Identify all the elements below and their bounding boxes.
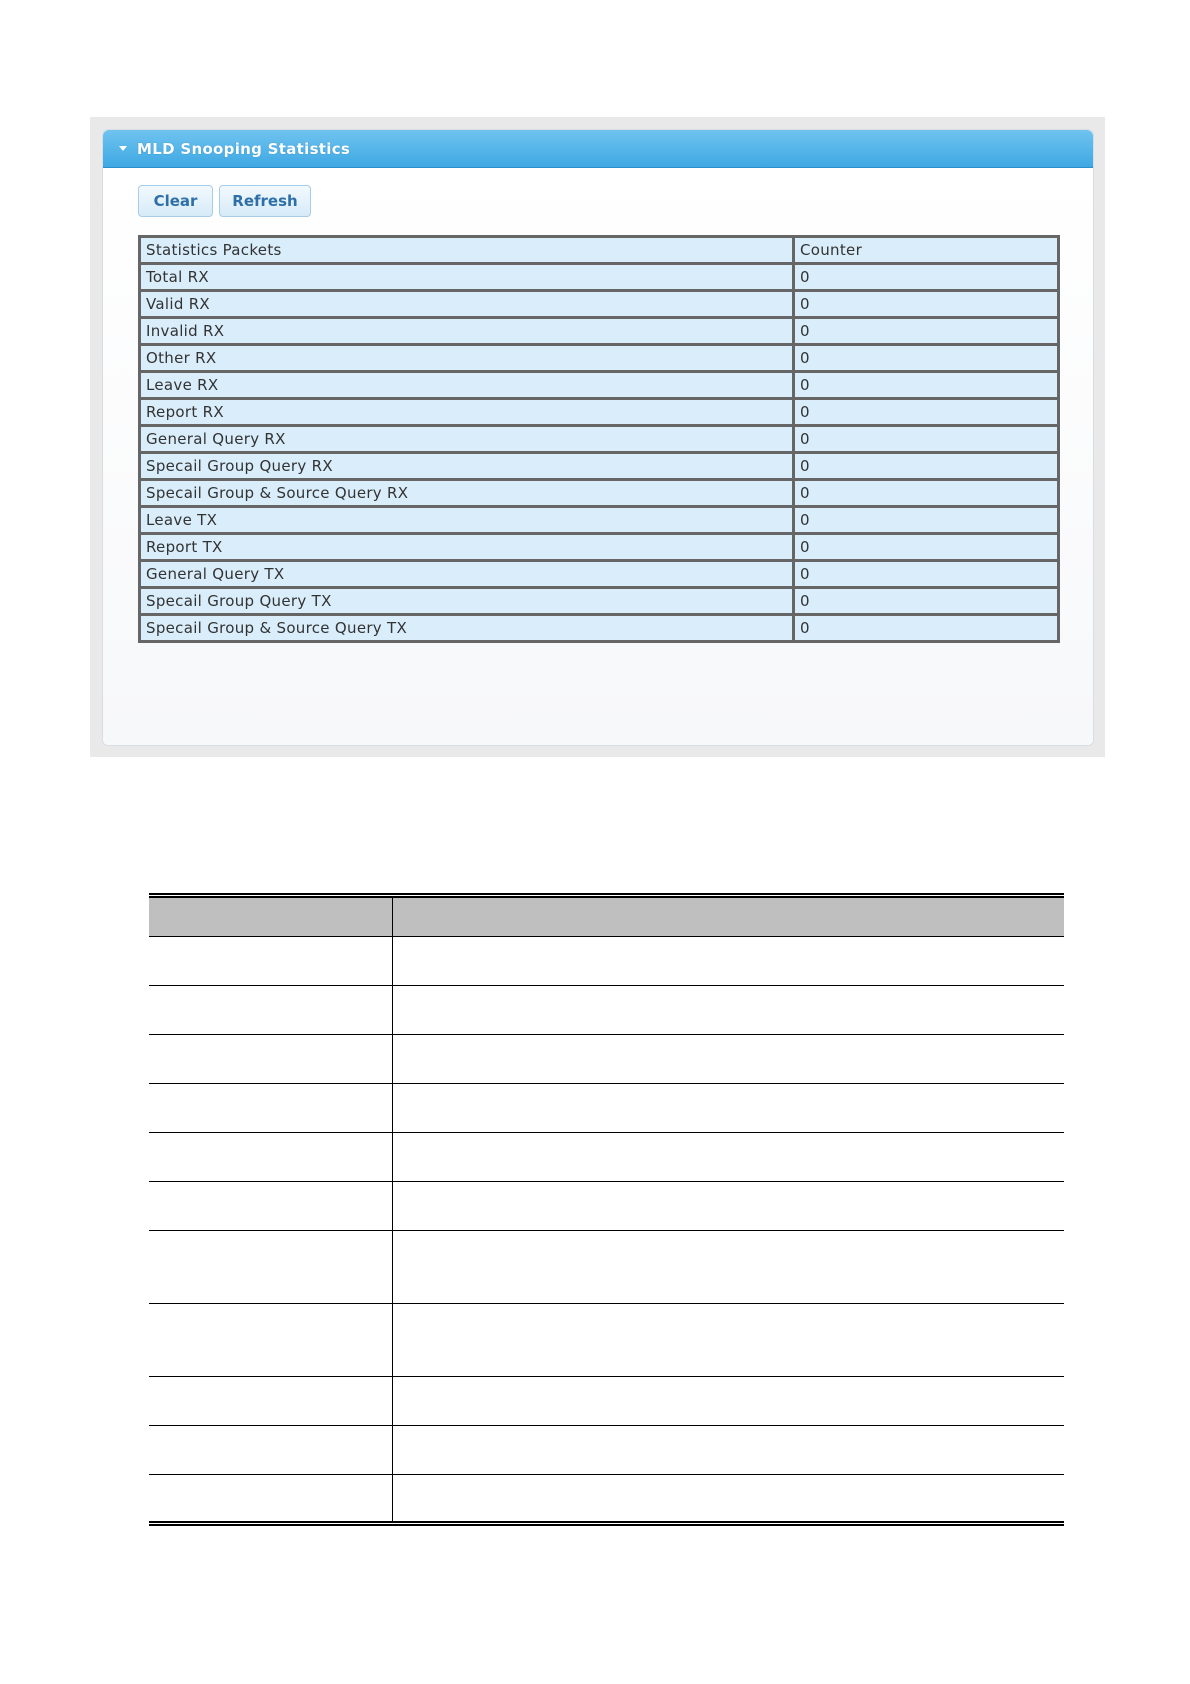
description-table (149, 893, 1064, 1526)
column-header-counter: Counter (794, 237, 1059, 264)
packet-count: 0 (794, 318, 1059, 345)
description-row (149, 1426, 1064, 1475)
description-row (149, 1084, 1064, 1133)
packet-count: 0 (794, 561, 1059, 588)
table-row (140, 453, 1059, 480)
description-row (149, 1035, 1064, 1084)
description-cell (393, 1133, 1065, 1182)
table-row (140, 291, 1059, 318)
packet-label: Leave TX (140, 507, 794, 534)
description-header-row (149, 896, 1064, 937)
panel-body (103, 168, 1093, 745)
packet-count: 0 (794, 264, 1059, 291)
panel-title: MLD Snooping Statistics (137, 139, 351, 158)
description-cell (393, 1231, 1065, 1304)
packet-label: Invalid RX (140, 318, 794, 345)
description-cell (149, 1084, 393, 1133)
table-row (140, 534, 1059, 561)
packet-label: Specail Group Query RX (140, 453, 794, 480)
table-row (140, 372, 1059, 399)
description-row (149, 1231, 1064, 1304)
packet-label: Specail Group & Source Query TX (140, 615, 794, 642)
table-row (140, 264, 1059, 291)
packet-count: 0 (794, 534, 1059, 561)
table-row (140, 426, 1059, 453)
description-cell (393, 986, 1065, 1035)
description-row (149, 1475, 1064, 1524)
button-row (138, 185, 311, 217)
packet-label: Leave RX (140, 372, 794, 399)
table-row (140, 507, 1059, 534)
table-row (140, 318, 1059, 345)
description-cell (149, 937, 393, 986)
refresh-button[interactable]: Refresh (219, 185, 311, 217)
packet-count: 0 (794, 453, 1059, 480)
description-header-cell (393, 896, 1065, 937)
packet-count: 0 (794, 507, 1059, 534)
table-row (140, 615, 1059, 642)
description-cell (149, 986, 393, 1035)
packet-label: Report TX (140, 534, 794, 561)
description-cell (393, 937, 1065, 986)
statistics-panel (102, 129, 1094, 746)
description-cell (149, 1475, 393, 1524)
description-row (149, 937, 1064, 986)
table-row (140, 588, 1059, 615)
description-header-cell (149, 896, 393, 937)
packet-count: 0 (794, 372, 1059, 399)
collapse-caret-icon[interactable] (119, 146, 127, 151)
description-cell (393, 1377, 1065, 1426)
description-cell (149, 1182, 393, 1231)
packet-count: 0 (794, 588, 1059, 615)
packet-label: General Query RX (140, 426, 794, 453)
description-row (149, 1133, 1064, 1182)
description-cell (149, 1426, 393, 1475)
table-row (140, 345, 1059, 372)
statistics-table (138, 235, 1060, 643)
description-cell (393, 1084, 1065, 1133)
packet-label: Valid RX (140, 291, 794, 318)
packet-count: 0 (794, 480, 1059, 507)
description-cell (393, 1182, 1065, 1231)
description-row (149, 1182, 1064, 1231)
packet-label: Specail Group Query TX (140, 588, 794, 615)
table-row (140, 480, 1059, 507)
description-cell (149, 1035, 393, 1084)
description-row (149, 1304, 1064, 1377)
description-cell (149, 1377, 393, 1426)
packet-label: Specail Group & Source Query RX (140, 480, 794, 507)
packet-label: Report RX (140, 399, 794, 426)
description-cell (149, 1304, 393, 1377)
table-header-row (140, 237, 1059, 264)
description-cell (393, 1035, 1065, 1084)
description-cell (149, 1231, 393, 1304)
packet-label: Other RX (140, 345, 794, 372)
packet-count: 0 (794, 399, 1059, 426)
packet-count: 0 (794, 615, 1059, 642)
table-row (140, 561, 1059, 588)
description-cell (393, 1475, 1065, 1524)
screenshot-frame (90, 117, 1105, 757)
description-row (149, 986, 1064, 1035)
panel-header[interactable] (103, 130, 1093, 168)
description-row (149, 1377, 1064, 1426)
packet-count: 0 (794, 291, 1059, 318)
packet-count: 0 (794, 426, 1059, 453)
table-row (140, 399, 1059, 426)
description-cell (393, 1426, 1065, 1475)
packet-count: 0 (794, 345, 1059, 372)
clear-button[interactable]: Clear (138, 185, 213, 217)
packet-label: General Query TX (140, 561, 794, 588)
packet-label: Total RX (140, 264, 794, 291)
column-header-statistics-packets: Statistics Packets (140, 237, 794, 264)
description-cell (149, 1133, 393, 1182)
description-cell (393, 1304, 1065, 1377)
